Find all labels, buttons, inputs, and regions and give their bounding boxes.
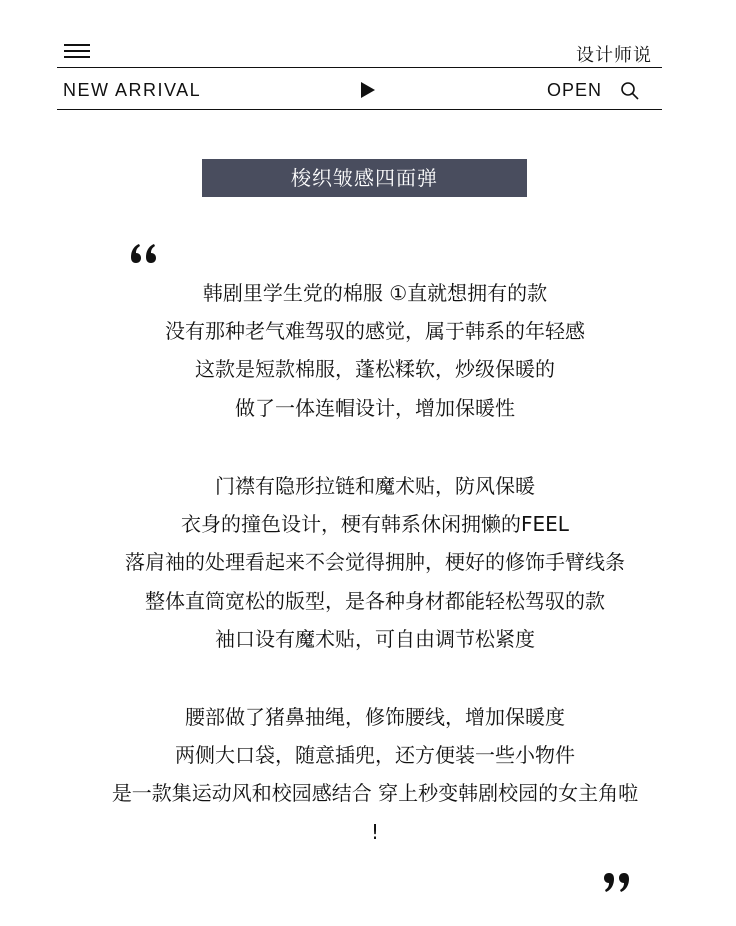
description-line: 门襟有隐形拉链和魔术贴，防风保暖: [215, 474, 535, 498]
description-line: 韩剧里学生党的棉服 ①直就想拥有的款: [202, 281, 548, 305]
description-line: !: [370, 820, 380, 844]
description-line: 没有那种老气难驾驭的感觉，属于韩系的年轻感: [165, 319, 585, 343]
designer-says-label: 设计师说: [576, 45, 652, 66]
quote-close-icon: [600, 871, 630, 895]
description-line: 腰部做了猪鼻抽绳，修饰腰线，增加保暖度: [185, 705, 565, 729]
menu-icon[interactable]: [64, 44, 90, 60]
description-line: 是一款集运动风和校园感结合 穿上秒变韩剧校园的女主角啦: [111, 781, 639, 805]
search-icon[interactable]: [620, 81, 640, 101]
top-header: [57, 34, 662, 110]
description-line: 两侧大口袋，随意插兜，还方便装一些小物件: [175, 743, 575, 767]
new-arrival-label[interactable]: NEW ARRIVAL: [63, 80, 202, 100]
description-line: 袖口设有魔术贴，可自由调节松紧度: [215, 627, 535, 651]
description-line: 落肩袖的处理看起来不会觉得拥肿，梗好的修饰手臂线条: [125, 550, 625, 574]
description-line: 衣身的撞色设计，梗有韩系休闲拥懒的FEEL: [181, 512, 569, 536]
open-label[interactable]: OPEN: [547, 80, 603, 100]
description-line: 做了一体连帽设计，增加保暖性: [235, 396, 515, 420]
header-divider-bottom: [57, 109, 662, 110]
description-line: 整体直筒宽松的版型，是各种身材都能轻松驾驭的款: [145, 589, 605, 613]
fabric-banner: 梭织皱感四面弹: [202, 159, 527, 197]
description-line: 这款是短款棉服，蓬松糅软，炒级保暖的: [195, 357, 555, 381]
play-icon[interactable]: [361, 82, 375, 98]
header-divider-top: [57, 67, 662, 68]
quote-open-icon: [130, 241, 160, 265]
